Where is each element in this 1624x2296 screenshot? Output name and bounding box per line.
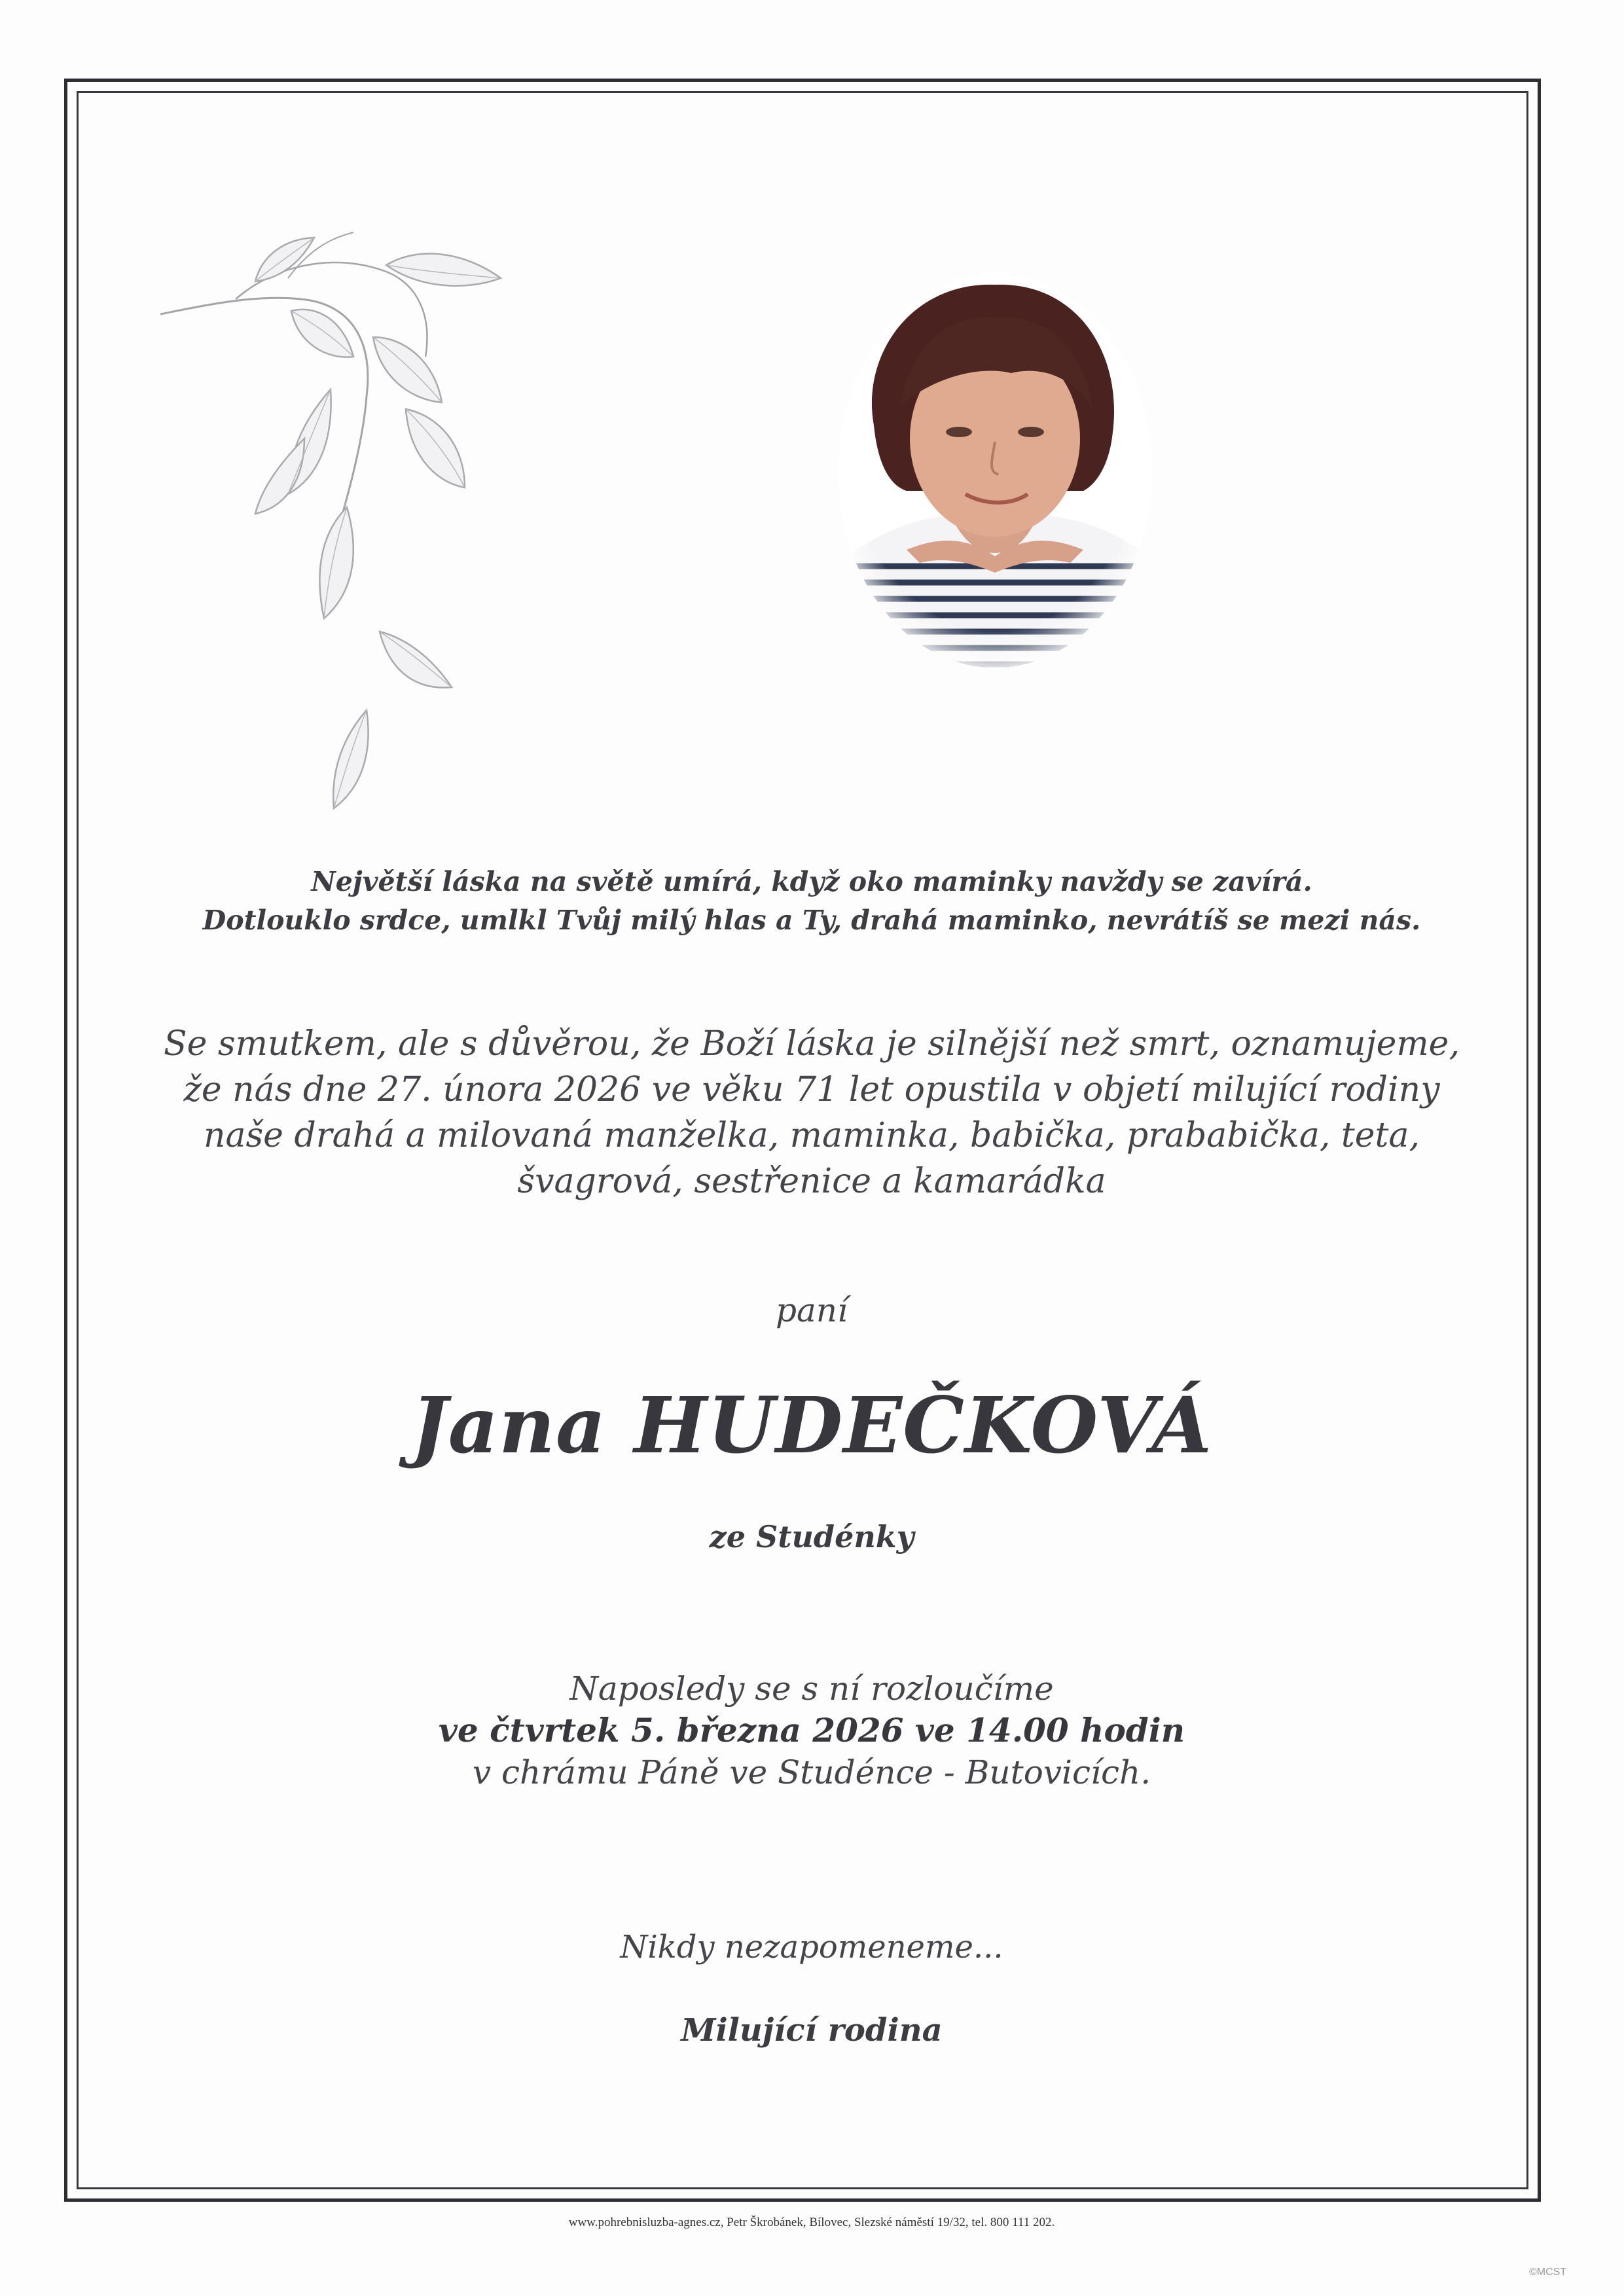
family-signature: Milující rodina bbox=[681, 2012, 943, 2049]
deceased-name: Jana HUDEČKOVÁ bbox=[410, 1380, 1213, 1471]
announcement-line-2: že nás dne 27. února 2026 ve věku 71 let opustila v objetí milující rodiny bbox=[183, 1070, 1440, 1109]
deceased-origin: ze Studénky bbox=[709, 1519, 914, 1554]
funeral-date-time: ve čtvrtek 5. března 2026 ve 14.00 hodin bbox=[438, 1711, 1185, 1749]
salutation: paní bbox=[775, 1291, 848, 1329]
death-announcement bbox=[79, 1021, 1545, 1204]
portrait-photo bbox=[835, 275, 1155, 674]
funeral-place: v chrámu Páně ve Studénce - Butovicích. bbox=[472, 1753, 1151, 1791]
birch-branch-illustration bbox=[157, 226, 589, 821]
motto-line-1: Největší láska na světě umírá, když oko maminky navždy se zavírá. bbox=[311, 866, 1312, 897]
funeral-service-footer: www.pohrebnisluzba-agnes.cz, Petr Škrobánek, Bílovec, Slezské náměstí 19/32, tel. 800 111 202. bbox=[568, 2215, 1055, 2229]
announcement-line-3: naše drahá a milovaná manželka, maminka, babička, prababička, teta, bbox=[204, 1116, 1420, 1155]
motto-line-2: Dotlouklo srdce, umlkl Tvůj milý hlas a Ty, drahá maminko, nevrátíš se mezi nás. bbox=[202, 905, 1421, 936]
watermark: ©MCST bbox=[1529, 2267, 1567, 2278]
farewell-line-1: Naposledy se s ní rozloučíme bbox=[569, 1670, 1054, 1708]
announcement-line-4: švagrová, sestřenice a kamarádka bbox=[517, 1162, 1106, 1201]
funeral-details bbox=[79, 1668, 1545, 1793]
memorial-motto bbox=[79, 863, 1545, 940]
closing-line: Nikdy nezapomeneme... bbox=[620, 1929, 1003, 1965]
announcement-line-1: Se smutkem, ale s důvěrou, že Boží láska je silnější než smrt, oznamujeme, bbox=[164, 1024, 1460, 1064]
